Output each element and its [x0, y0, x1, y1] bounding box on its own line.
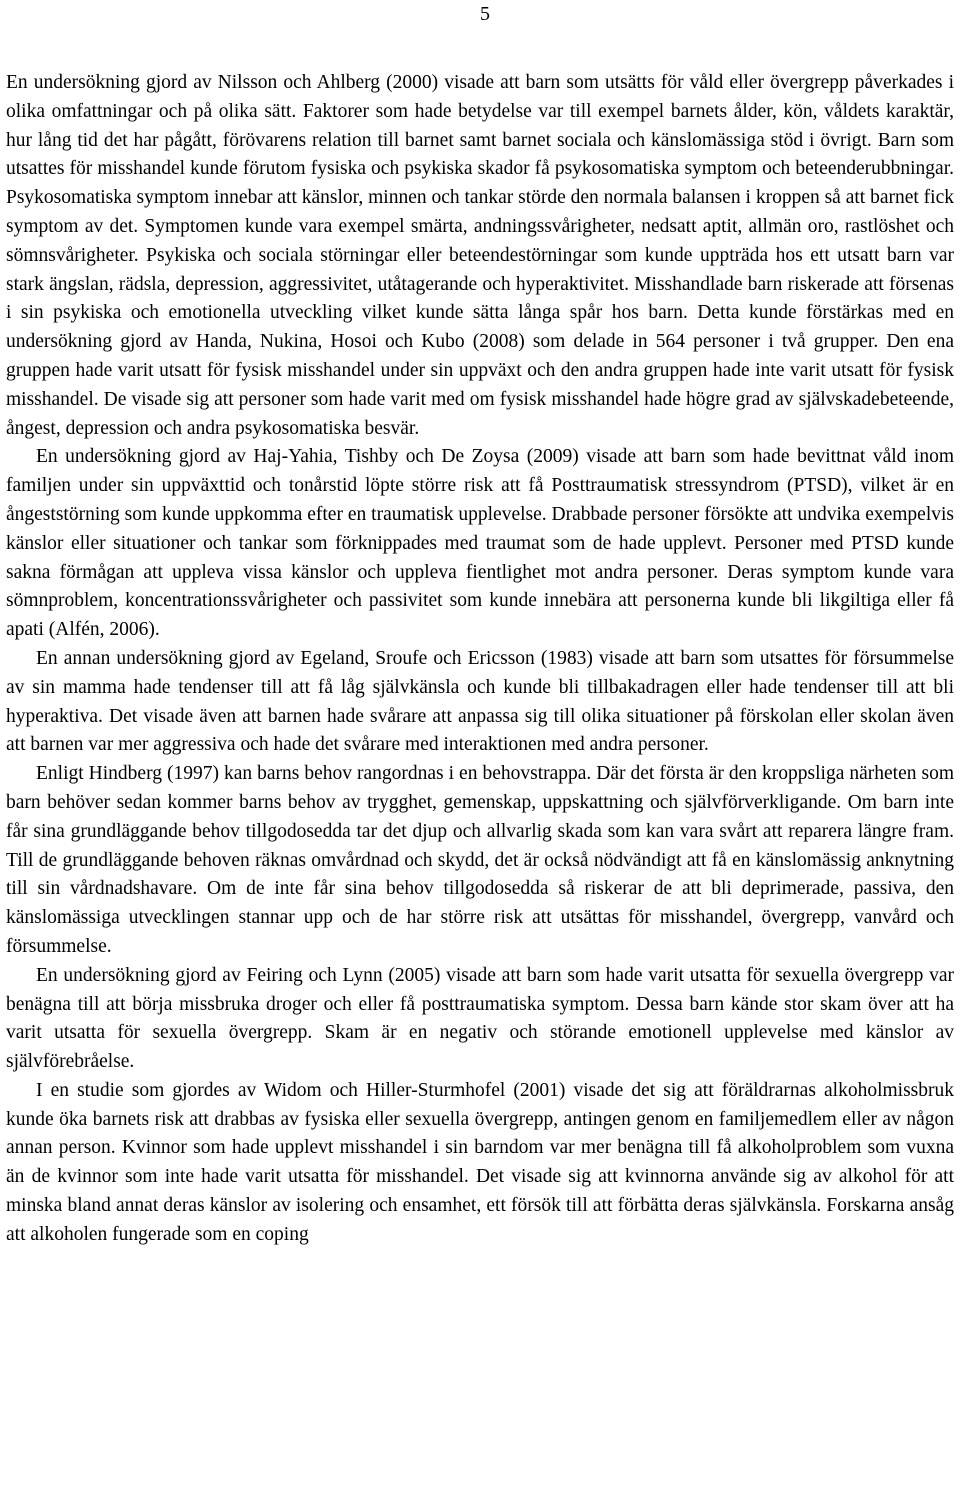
paragraph-feiring-lynn: En undersökning gjord av Feiring och Lynn (2005) visade att barn som hade varit utsatta för sexuella övergrepp var benägna till att börja missbruka droger och eller få posttraumatiska symptom. Dessa barn kände stor skam över att ha varit utsatta för sexuella övergrepp. Skam är en negativ och störande emotionell upplevelse med känslor av självförebråelse. [6, 964, 954, 1073]
paragraph-nilsson-ahlberg: En undersökning gjord av Nilsson och Ahlberg (2000) visade att barn som utsätts för våld eller övergrepp påverkades i olika omfattningar och på olika sätt. Faktorer som hade betydelse var till exempel barnets ålder, kön, våldets karaktär, hur lång tid det har pågått, förövarens relation till barnet samt barnet sociala och känslomässiga stöd i övrigt. Barn som utsattes för misshandel kunde förutom fysiska och psykiska skador få psykosomatiska symptom och beteenderubbningar. Psykosomatiska symptom innebar att känslor, minnen och tankar störde den normala balansen i kroppen så att barnet fick symptom av det. Symptomen kunde vara exempel smärta, andningssvårigheter, nedsatt aptit, allmän oro, rastlöshet och sömnsvårigheter. Psykiska och sociala störningar eller beteendestörningar som kunde uppträda hos ett utsatt barn var stark ängslan, rädsla, depression, aggressivitet, utåtagerande och hyperaktivitet. Misshandlade barn riskerade att försenas i sin psykiska och emotionella utveckling vilket kunde sätta långa spår hos barn. Detta kunde förstärkas med en undersökning gjord av Handa, Nukina, Hosoi och Kubo (2008) som delade in 564 personer i två grupper. Den ena gruppen hade varit utsatt för fysisk misshandel under sin uppväxt och den andra gruppen hade inte varit utsatt för fysisk misshandel. De visade sig att personer som hade varit med om fysisk misshandel hade högre grad av självskadebeteende, ångest, depression och andra psykosomatiska besvär. [6, 72, 954, 439]
paragraph-hindberg: Enligt Hindberg (1997) kan barns behov rangordnas i en behovstrappa. Där det första är den kroppsliga närheten som barn behöver sedan kommer barns behov av trygghet, gemenskap, uppskattning och självförverkligande. Om barn inte får sina grundläggande behov tillgodosedda tar det djup och allvarlig skada som kan vara svårt att reparera längre fram. Till de grundläggande behoven räknas omvårdnad och skydd, det är också nödvändigt att få en känslomässig anknytning till sin vårdnadshavare. Om de inte får sina behov tillgodosedda så riskerar de att bli deprimerade, passiva, den känslomässiga utvecklingen stannar upp och de har större risk att utsättas för misshandel, övergrepp, vanvård och försummelse. [6, 763, 954, 957]
page-number: 5 [480, 3, 490, 25]
paragraph-widom: I en studie som gjordes av Widom och Hiller-Sturmhofel (2001) visade det sig att föräldrarnas alkoholmissbruk kunde öka barnets risk att drabbas av fysiska eller sexuella övergrepp, antingen genom en familjemedlem eller av någon annan person. Kvinnor som hade upplevt misshandel i sin barndom var mer benägna till få alkoholproblem som vuxna än de kvinnor som inte hade varit utsatta för misshandel. Det visade sig att kvinnorna använde sig av alkohol för att minska bland annat deras känslor av isolering och ensamhet, ett försök till att förbätta deras självkänsla. Forskarna ansåg att alkoholen fungerade som en coping [6, 1079, 954, 1245]
paragraph-egeland: En annan undersökning gjord av Egeland, Sroufe och Ericsson (1983) visade att barn som utsattes för försummelse av sin mamma hade tendenser till att få låg självkänsla och kunde bli tillbakadragen eller hade tendenser till att bli hyperaktiva. Det visade även att barnen hade svårare att anpassa sig till olika situationer på förskolan eller skolan även att barnen var mer aggressiva och hade det svårare med interaktionen med andra personer. [6, 647, 954, 756]
body-text [6, 69, 954, 1250]
paragraph-haj-yahia: En undersökning gjord av Haj-Yahia, Tishby och De Zoysa (2009) visade att barn som hade bevittnat våld inom familjen under sin uppväxttid och tonårstid löpte större risk att få Posttraumatisk stressyndrom (PTSD), vilket är en ångeststörning som kunde uppkomma efter en traumatisk upplevelse. Drabbade personer försökte att undvika exempelvis känslor eller situationer och tankar som förknippades med traumat som de hade upplevt. Personer med PTSD kunde sakna förmågan att uppleva vissa känslor och uppleva fientlighet mot andra personer. Deras symptom kunde vara sömnproblem, koncentrationssvårigheter och passivitet som kunde innebära att personerna kunde bli likgiltiga eller få apati (Alfén, 2006). [6, 446, 954, 641]
